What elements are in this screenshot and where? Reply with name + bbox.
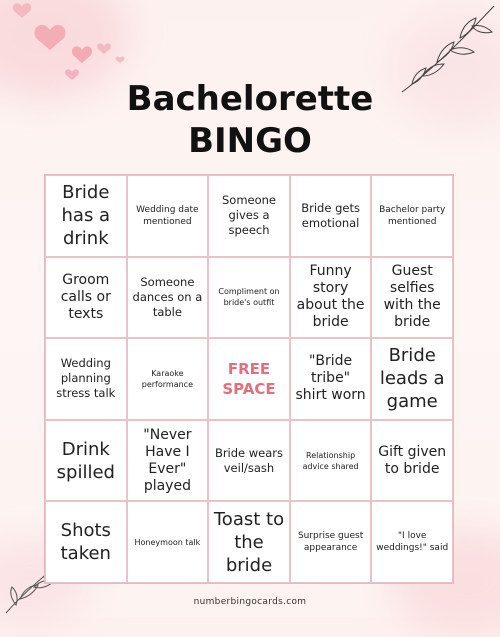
bingo-cell[interactable]: Someone gives a speech bbox=[208, 175, 290, 257]
bingo-cell[interactable]: Guest selfies with the bride bbox=[371, 257, 453, 339]
bingo-cell[interactable]: Bachelor party mentioned bbox=[371, 175, 453, 257]
bingo-cell[interactable]: Karaoke performance bbox=[127, 338, 209, 420]
bingo-cell[interactable]: "Never Have I Ever" played bbox=[127, 420, 209, 502]
footer-website: numberbingocards.com bbox=[193, 597, 307, 607]
bingo-cell[interactable]: Relationship advice shared bbox=[290, 420, 372, 502]
bingo-cell[interactable]: Bride leads a game bbox=[371, 338, 453, 420]
title-line-2: BINGO bbox=[188, 121, 312, 161]
hearts-decoration-icon bbox=[0, 0, 140, 90]
bingo-cell[interactable]: Gift given to bride bbox=[371, 420, 453, 502]
bingo-cell[interactable]: Honeymoon talk bbox=[127, 501, 209, 583]
bingo-cell[interactable]: Someone dances on a table bbox=[127, 257, 209, 339]
bingo-cell[interactable]: Compliment on bride's outfit bbox=[208, 257, 290, 339]
bingo-cell[interactable]: Funny story about the bride bbox=[290, 257, 372, 339]
bingo-cell[interactable]: Bride has a drink bbox=[45, 175, 127, 257]
bingo-cell[interactable]: Bride gets emotional bbox=[290, 175, 372, 257]
title-line-1: Bachelorette bbox=[126, 79, 374, 119]
bingo-cell[interactable]: Shots taken bbox=[45, 501, 127, 583]
bingo-grid bbox=[44, 174, 454, 584]
bingo-cell[interactable]: "Bride tribe" shirt worn bbox=[290, 338, 372, 420]
bingo-cell[interactable]: Wedding date mentioned bbox=[127, 175, 209, 257]
page-title bbox=[0, 78, 500, 162]
bingo-cell[interactable]: Bride wears veil/sash bbox=[208, 420, 290, 502]
bingo-cell[interactable]: Surprise guest appearance bbox=[290, 501, 372, 583]
bingo-cell[interactable]: Toast to the bride bbox=[208, 501, 290, 583]
bingo-cell[interactable]: Drink spilled bbox=[45, 420, 127, 502]
bingo-cell[interactable]: Groom calls or texts bbox=[45, 257, 127, 339]
free-space-cell[interactable]: FREE SPACE bbox=[208, 338, 290, 420]
bingo-cell[interactable]: Wedding planning stress talk bbox=[45, 338, 127, 420]
bingo-cell[interactable]: "I love weddings!" said bbox=[371, 501, 453, 583]
